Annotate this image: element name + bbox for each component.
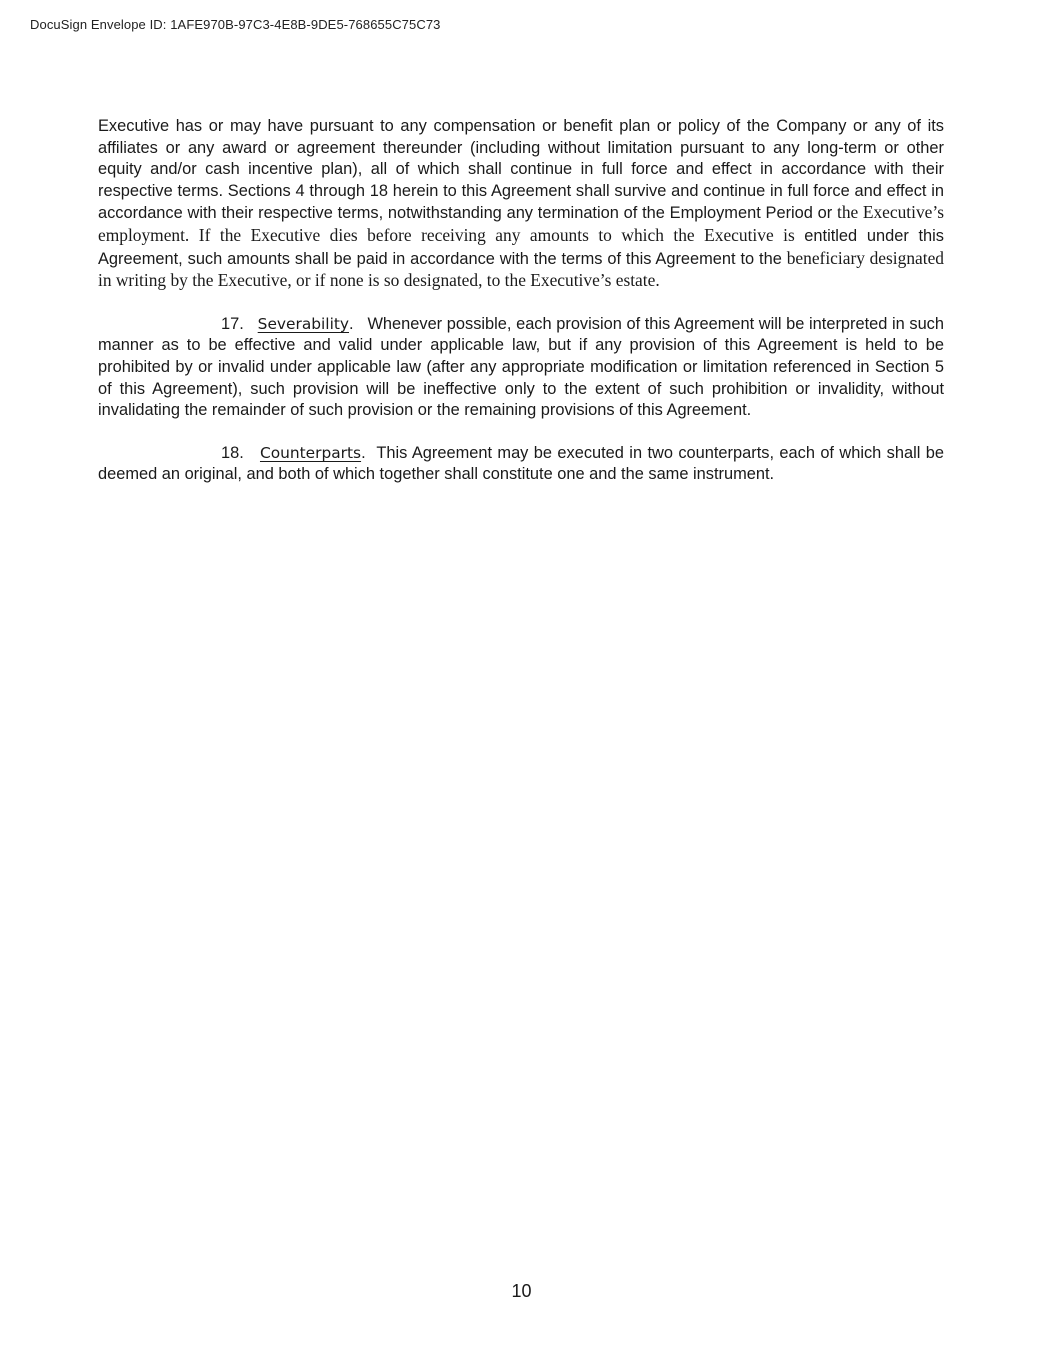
section-18-heading: Counterparts bbox=[259, 443, 362, 462]
section-18-paragraph: 18. Counterparts. This Agreement may be executed in two counterparts, each of which shall be deemed an original, and both of which together shall constitute one and the same instrument. bbox=[98, 443, 944, 484]
document-body bbox=[98, 116, 944, 507]
docusign-envelope-id: DocuSign Envelope ID: 1AFE970B-97C3-4E8B-9DE5-768655C75C73 bbox=[30, 17, 441, 32]
section-18-number: 18. bbox=[221, 443, 244, 462]
section-17-paragraph: 17. Severability. Whenever possible, each provision of this Agreement will be interpreted in such manner as to be effective and valid under applicable law, but if any provision of this Agreement is held to be prohibited by or invalid under applicable law (after any appropriate modification or limitation referenced in Section 5 of this Agreement), such provision will be ineffective only to the extent of such prohibition or invalidity, without invalidating the remainder of such provision or the remaining provisions of this Agreement. bbox=[98, 314, 944, 420]
continuation-text-2: the Executive’s employment. If the Executive dies before receiving any amounts to which the Executive is bbox=[98, 202, 944, 245]
section-17-heading: Severability bbox=[257, 314, 349, 333]
continuation-text-1: Executive has or may have pursuant to any compensation or benefit plan or policy of the Company or any of its affiliates or any award or agreement thereunder (including without limitation pursuant to any long-term or other equity and/or cash incentive plan), all of which shall continue in full force and effect in accordance with their respective terms. Sections 4 through 18 herein to this Agreement shall survive and continue in full force and effect in accordance with their respective terms, notwithstanding any termination of the Employment Period or bbox=[98, 117, 944, 223]
continuation-text-3: entitled under this Agreement, such amounts shall be paid in accordance with the terms of this Agreement to the bbox=[98, 226, 945, 268]
section-18-body: This Agreement may be executed in two counterparts, each of which shall be deemed an original, and both of which together shall constitute one and the same instrument. bbox=[98, 443, 944, 484]
section-17-number: 17. bbox=[221, 314, 244, 333]
section-17-body: Whenever possible, each provision of this Agreement will be interpreted in such manner as to be effective and valid under applicable law, but if any provision of this Agreement is held to be prohibited by or invalid under applicable law (after any appropriate modification or limitation referenced in Section 5 of this Agreement), such provision will be ineffective only to the extent of such prohibition or invalidity, without invalidating the remainder of such provision or the remaining provisions of this Agreement. bbox=[98, 314, 944, 420]
continuation-text-4: beneficiary designated in writing by the Executive, or if none is so designated, to the Executive’s estate. bbox=[98, 247, 944, 291]
continuation-paragraph bbox=[98, 116, 944, 293]
page-number: 10 bbox=[511, 1281, 532, 1301]
